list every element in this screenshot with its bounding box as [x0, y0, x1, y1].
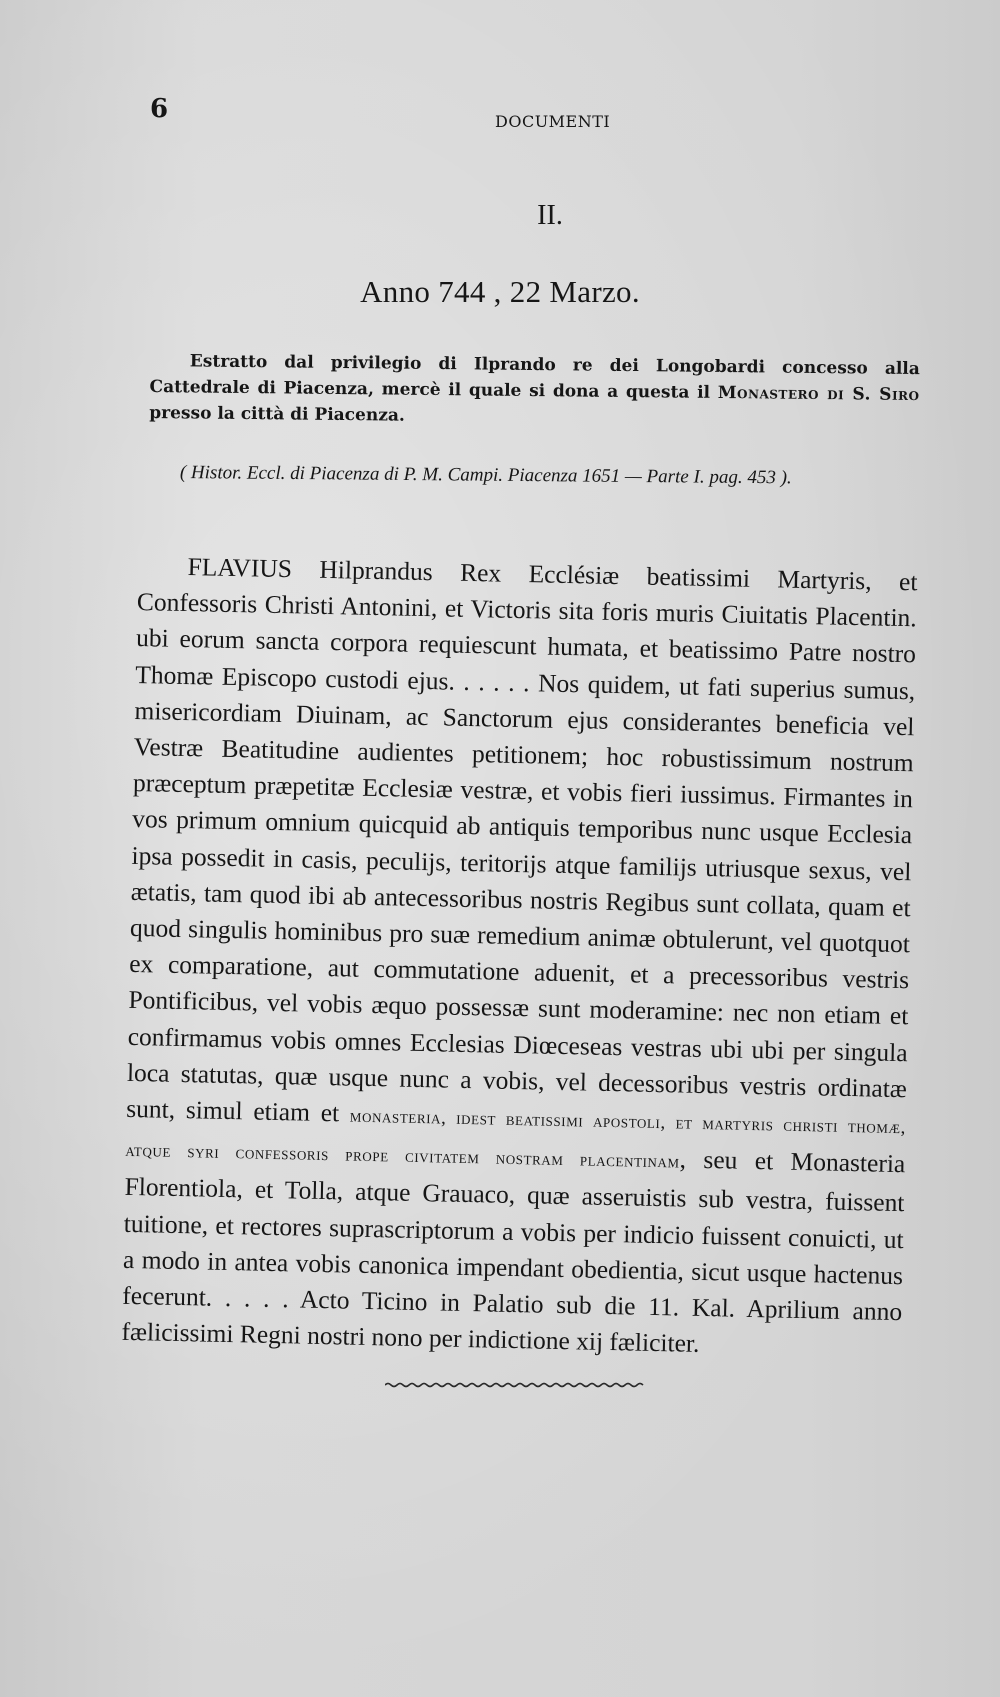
summary-text: Estratto dal privilegio di Ilprando re dei Longobardi concesso alla Cattedrale di Piacenza, mercè il quale si dona a questa il [149, 351, 920, 403]
document-date: Anno 744 , 22 Marzo. [360, 274, 640, 309]
document-number: II. [537, 200, 563, 231]
document-summary [149, 348, 920, 434]
charter-text-part-1: FLAVIUS Hilprandus Rex Ecclésiæ beatissimi Martyris, et Confessoris Christi Antonini, et Victoris sita foris muris Ciuitatis Placentin. ubi eorum sancta corpora requiescunt humata, et beatissimo Patre nostro Thomæ Episcopo custodi ejus. . . . . . Nos quidem, ut fati superius sumus, misericordiam Diuinam, ac Sanctorum ejus considerantes beneficia vel Vestræ Beatitudine audientes petitionem; hoc robustissimum nostrum præceptum præpetitæ Ecclesiæ vestræ, et vobis fieri iussimus. Firmantes in vos primum omnium quicquid ab antiquis temporibus nunc usque Ecclesia ipsa possedit in casis, peculijs, teritorijs atque familijs utriusque sexus, vel ætatis, tam quod ibi ab antecessoribus nostris Regibus sunt collata, quam et quod singulis hominibus pro suæ remedium animæ obtulerunt, vel quotquot ex comparatione, aut commutatione aduenit, et a precessoribus vestris Pontificibus, vel vobis æquo possessæ sunt moderamine: nec non etiam et confirmamus vobis omnes Ecclesias Diœceseas vestras ubi ubi per singula loca statutas, quæ usque nunc a vobis, vel decessoribus vestris ordinatæ sunt, simul etiam et [125, 552, 918, 1128]
summary-monastery-name: Monastero di S. Siro [717, 382, 920, 406]
running-head: DOCUMENTI [495, 112, 611, 131]
charter-text-small-caps: monasteria, idest beatissimi apostoli, et martyris christi thomæ, atque syri confessoris prope civitatem nostram placentinam [125, 1105, 907, 1173]
charter-text [121, 548, 918, 1367]
source-citation: ( Histor. Eccl. di Piacenza di P. M. Campi. Piacenza 1651 — Parte I. pag. 453 ). [179, 462, 792, 489]
page-number: 6 [150, 94, 169, 124]
charter-text-part-2: , seu et Monasteria Florentiola, et Tolla, atque Grauaco, quæ asseruistis sub vestra, fuissent tuitione, et rectores suprascriptorum a vobis per indicio fuissent conuicti, ut a modo in antea vobis canonica impendant obedientia, sicut usque hactenus fecerunt. . . . . Acto Ticino in Palatio sub die 11. Kal. Aprilium anno fælicissimi Regni nostri nono per indictione xij fæliciter. [121, 1144, 906, 1359]
summary-text-end: presso la città di Piacenza. [149, 402, 405, 426]
wavy-rule-divider [385, 1380, 645, 1390]
